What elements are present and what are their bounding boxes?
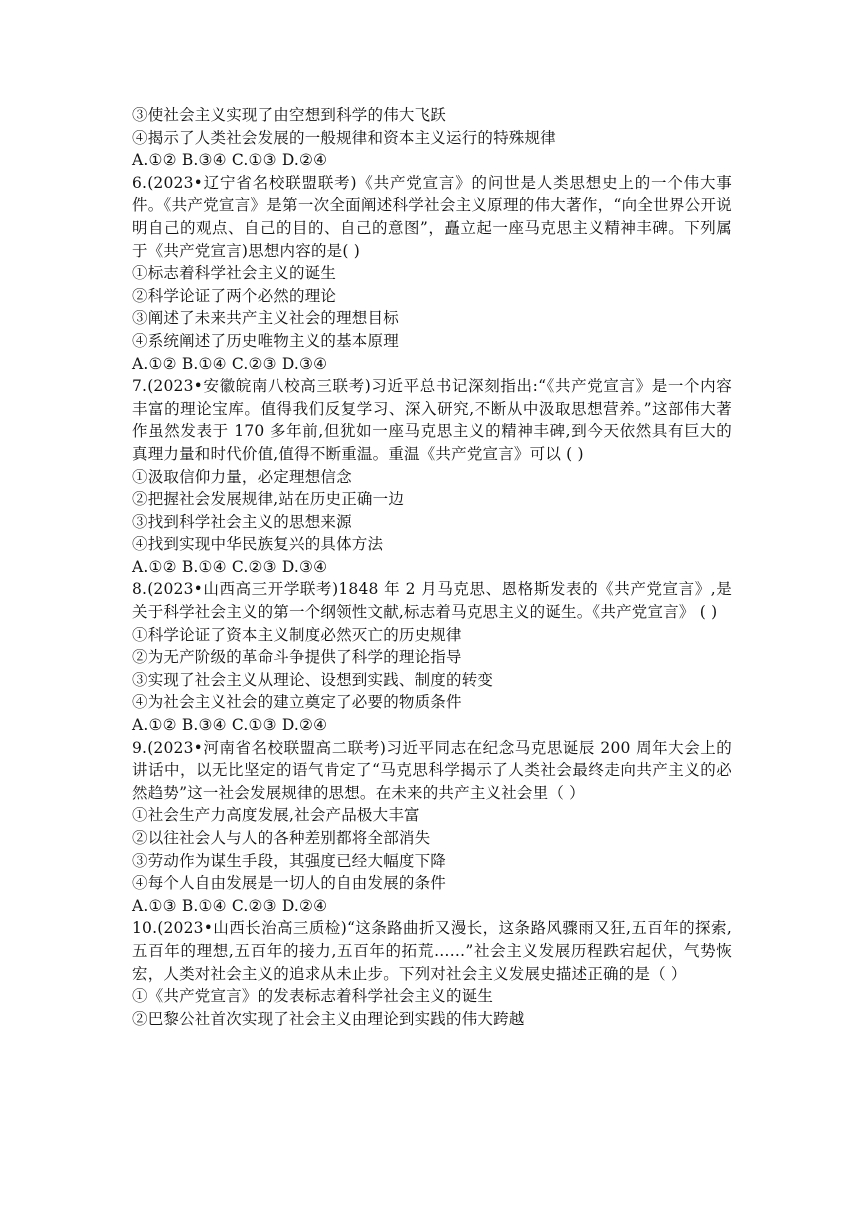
answer-choices: A.①② B.①④ C.②③ D.③④ bbox=[132, 354, 328, 373]
option-line: ③阐述了未来共产主义社会的理想目标 bbox=[132, 309, 399, 328]
option-line: ③找到科学社会主义的思想来源 bbox=[132, 512, 352, 531]
question-8-stem: 8.(2023•山西高三开学联考)1848 年 2 月马克思、恩格斯发表的《共产党宣言》,是关于科学社会主义的第一个纲领性文献,标志着马克思主义的诞生。《共产党宣言》 ( ) bbox=[132, 580, 732, 622]
answer-choices: A.①③ B.①④ C.②③ D.②④ bbox=[132, 896, 328, 915]
option-line: ②巴黎公社首次实现了社会主义由理论到实践的伟大跨越 bbox=[132, 1009, 525, 1028]
option-line: ④找到实现中华民族复兴的具体方法 bbox=[132, 535, 384, 554]
option-line: ②科学论证了两个必然的理论 bbox=[132, 286, 337, 305]
option-line: ①社会生产力高度发展,社会产品极大丰富 bbox=[132, 806, 420, 825]
option-line: ②把握社会发展规律,站在历史正确一边 bbox=[132, 490, 405, 509]
option-line: ②为无产阶级的革命斗争提供了科学的理论指导 bbox=[132, 648, 462, 667]
question-6-stem: 6.(2023•辽宁省名校联盟联考)《共产党宣言》的问世是人类思想史上的一个伟大事件。《共产党宣言》是第一次全面阐述科学社会主义原理的伟大著作，“向全世界公开说明自己的观点、自己的目的、自己的意图”，矗立起一座马克思主义精神丰碑。下列属于《共产党宣言)思想内容的是( ) bbox=[132, 173, 732, 260]
option-line: ③使社会主义实现了由空想到科学的伟大飞跃 bbox=[132, 106, 447, 124]
answer-choices: A.①② B.③④ C.①③ D.②④ bbox=[132, 716, 328, 735]
option-line: ④为社会主义社会的建立奠定了必要的物质条件 bbox=[132, 693, 462, 712]
option-line: ③实现了社会主义从理论、设想到实践、制度的转变 bbox=[132, 670, 494, 689]
option-line: ③劳动作为谋生手段，其强度已经大幅度下降 bbox=[132, 851, 447, 870]
option-line: ①标志着科学社会主义的诞生 bbox=[132, 264, 337, 283]
option-line: ①科学论证了资本主义制度必然灭亡的历史规律 bbox=[132, 625, 462, 644]
option-line: ①《共产党宣言》的发表标志着科学社会主义的诞生 bbox=[132, 987, 494, 1006]
answer-choices: A.①② B.③④ C.①③ D.②④ bbox=[132, 151, 328, 170]
question-sheet bbox=[132, 104, 732, 1030]
option-line: ①汲取信仰力量，必定理想信念 bbox=[132, 467, 352, 486]
question-7-stem: 7.(2023•安徽皖南八校高三联考)习近平总书记深刻指出:“《共产党宣言》是一个内容丰富的理论宝库。值得我们反复学习、深入研究,不断从中汲取思想营养。”这部伟大著作虽然发表于 170 多年前,但犹如一座马克思主义的精神丰碑,到今天依然具有巨大的真理力量和时代价值,值得不断重温。重温《共产党宣言》可以 ( ) bbox=[132, 377, 732, 463]
question-10-stem: 10.(2023•山西长治高三质检)“这条路曲折又漫长，这条路风骤雨又狂,五百年的探索,五百年的理想,五百年的接力,五百年的拓荒……”社会主义发展历程跌宕起伏，气势恢宏，人类对社会主义的追求从未止步。下列对社会主义发展史描述正确的是（ ） bbox=[132, 919, 732, 983]
option-line: ②以往社会人与人的各种差别都将全部消失 bbox=[132, 829, 431, 847]
option-line: ④每个人自由发展是一切人的自由发展的条件 bbox=[132, 874, 447, 893]
answer-choices: A.①② B.①④ C.②③ D.③④ bbox=[132, 557, 328, 576]
option-line: ④系统阐述了历史唯物主义的基本原理 bbox=[132, 331, 399, 350]
question-9-stem: 9.(2023•河南省名校联盟高二联考)习近平同志在纪念马克思诞辰 200 周年大会上的讲话中，以无比坚定的语气肯定了“马克思科学揭示了人类社会最终走向共产主义的必然趋势”这一社会发展规律的思想。在未来的共产主义社会里（ ） bbox=[132, 738, 732, 802]
option-line: ④揭示了人类社会发展的一般规律和资本主义运行的特殊规律 bbox=[132, 128, 556, 147]
